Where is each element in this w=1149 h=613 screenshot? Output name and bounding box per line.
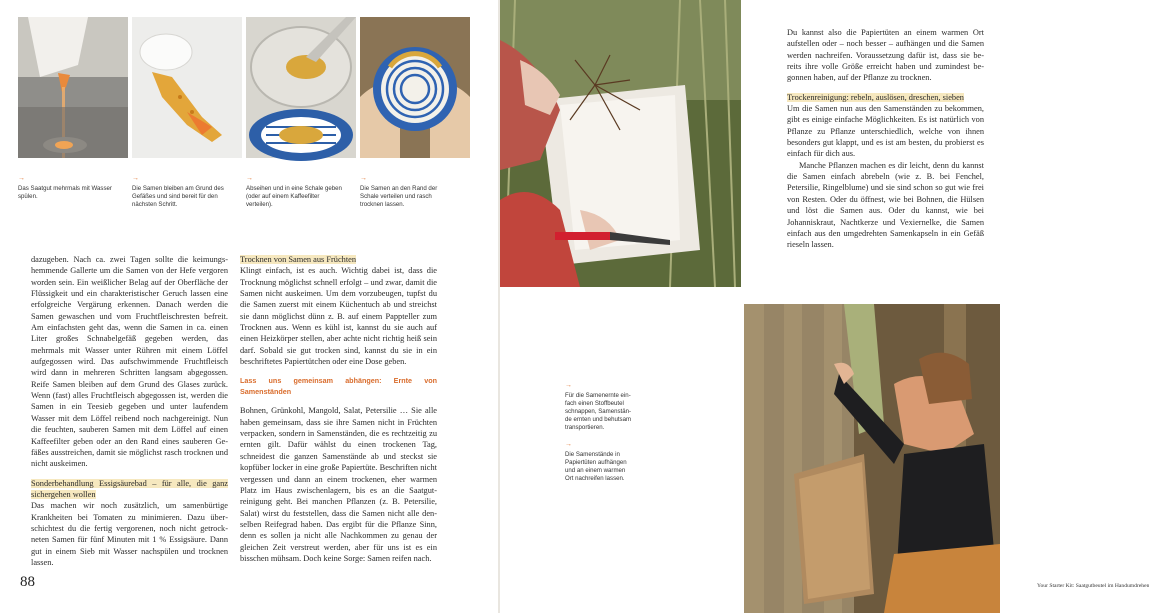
- side-caption-2: [565, 441, 635, 483]
- side-caption-1-text: Für die Samenernte einfach einen Stoffbeutel schnappen, Samenstände ernten und behutsam transportieren.: [565, 392, 632, 431]
- left-page: [0, 0, 498, 613]
- side-caption-2-text: Die Samenstände in Papiertüten aufhängen und an einem warmen Ort nachreifen lassen.: [565, 451, 627, 482]
- photo-caption-3-text: Abseihen und in eine Schale geben (oder auf einem Kaffeefilter verteilen).: [246, 185, 342, 208]
- text-column-3: [787, 27, 984, 251]
- side-caption-1: [565, 382, 635, 432]
- caption-arrow-icon: →: [565, 382, 572, 389]
- col2-subheading-seed-heads: Lass uns gemeinsam abhängen: Ernte von Samenständen: [240, 376, 437, 397]
- photo-caption-1-text: Das Saatgut mehrmals mit Wasser spülen.: [18, 185, 112, 200]
- photo-straining-seeds: [246, 17, 356, 158]
- col3-paragraph-2: Um die Samen nun aus den Samenständen zu bekommen, gibt es einige einfache Möglichkeiten. Es ist natürlich von Pflanze zu Pflanze unterschiedlich, welche von ihnen besonders gut klappt, und es ist am besten, du probierst es einfach für dich aus.: [787, 104, 984, 159]
- photo-drying-seeds-bowl: [360, 17, 470, 158]
- photo-hanging-paper-bags: [744, 304, 1000, 613]
- photo-caption-1: [18, 175, 118, 201]
- col2-heading-drying: Trocknen von Samen aus Früchten: [240, 255, 357, 264]
- col2-paragraph-2: Bohnen, Grünkohl, Mangold, Salat, Petersilie … Sie alle haben gemeinsam, dass sie ihre Samen nicht in Früchten verpacken, sondern in Samenständen, die es rechtzeitig zu ernten gilt. Dafür wählst du einen trockenen Tag, schneidest die ganzen Samenstände ab und steckst sie kopfüber locker in eine große Papiertüte. Beschriften nicht vergessen und dann an einem trockenen, eher warmen Platz im Haus zwischenlagern, bis es an die Saatgutreinigung geht. Bei manchen Pflanzen (z. B. Petersilie, Salat) wirst du feststellen, dass die Samen nicht alle denselben Reifegrad haben. Das ergibt für die Pflanze Sinn, denn es sollen ja nicht alle Nachkommen zu genau der gleichen Zeit verstreut werden, aber für uns ist es ein bisschen mühsam. Doch keine Sorge: Samen reifen nach.: [240, 406, 437, 563]
- right-page: [500, 0, 1149, 613]
- caption-arrow-icon: →: [132, 175, 139, 182]
- photo-caption-3: [246, 175, 346, 209]
- running-footer: Your Starter Kit: Saatgutbeutel im Handumdrehen: [1037, 583, 1149, 589]
- text-column-1: [31, 254, 228, 568]
- caption-arrow-icon: →: [246, 175, 253, 182]
- caption-arrow-icon: →: [18, 175, 25, 182]
- photo-caption-4: [360, 175, 456, 209]
- text-column-2: [240, 254, 437, 564]
- photo-caption-2: [132, 175, 236, 209]
- page-number: 88: [20, 574, 35, 590]
- photo-seeds-in-vessel: [132, 17, 242, 158]
- photo-harvesting-seed-heads: [500, 0, 741, 287]
- photo-caption-4-text: Die Samen an den Rand der Schale verteilen und rasch trocknen lassen.: [360, 185, 438, 208]
- col3-paragraph-1: Du kannst also die Papiertüten an einem warmen Ort aufstellen oder – noch besser – aufhängen und die Samen werden nachreifen. Voraussetzung dafür ist, dass sie bereits ihre volle Größe erreicht haben und zumindest begonnen haben, auf der Pflanze zu trocknen.: [787, 28, 984, 83]
- photo-rinsing-seeds: [18, 17, 128, 158]
- caption-arrow-icon: →: [565, 441, 572, 448]
- photo-caption-2-text: Die Samen bleiben am Grund des Gefäßes und sind bereit für den nächsten Schritt.: [132, 185, 224, 208]
- col1-heading-acid-bath: Sonderbehandlung Essigsäurebad – für alle, die ganz sichergehen wollen: [31, 478, 228, 499]
- col3-paragraph-3: Manche Pflanzen machen es dir leicht, denn du kannst die Samen einfach abrebeln (wie z. B. bei Fenchel, Petersilie, Ringelblume) und sie sind schon so gut wie frei von Resten. Oder du öffnest, wie bei Bohnen, die Hülsen und löst die Samen aus. Oder du kannst, wie bei Johanniskraut, Nachtkerze und Vexiernelke, die Samen einfach aus den umgedrehten Samenkapseln in ein Gefäß rieseln lassen.: [787, 160, 984, 250]
- caption-arrow-icon: →: [360, 175, 367, 182]
- col3-heading-dry-cleaning: Trockenreinigung: rebeln, auslösen, dreschen, sieben: [787, 92, 964, 102]
- col1-paragraph-1: dazugeben. Nach ca. zwei Tagen sollte die keimungshemmende Gallerte um die Samen von der Hefe vergoren worden sein. Ein weißlicher Belag auf der Oberfläche der Flüssigkeit und ein charakteristischer Geruch lassen eine erfolgreiche Vergärung erkennen. Danach werden die Samen gewaschen und vom Fruchtfleischresten befreit. Am einfachsten geht das, wenn die Samen in ca. einen Liter großes Schnabelgefäß gegeben werden, das mehrmals mit Wasser unter Rühren mit einem Löffel aufgegossen wird. Das aufschwimmende Fruchtfleisch wird dann in mehreren Schritten langsam abgegossen. Reife Samen bleiben auf dem Grund des Glases zurück. Wenn (fast) alles Fruchtfleisch abgegossen ist, werden die Samen in ein Teesieb gegeben und unter laufendem Wasser mit dem Löffel reibend noch nachgereinigt. Nun die feuchten, sauberen Samen mit dem Löffel auf einen Kaffeefilter geben oder an den Rand eines sauberen Gefäßes ausstreichen, damit sie möglichst rasch trocknen und nicht auskeimen.: [31, 255, 228, 469]
- col2-paragraph-1: Klingt einfach, ist es auch. Wichtig dabei ist, dass die Trocknung möglichst schnell erfolgt – und zwar, damit die Samen nicht auskeimen. Um dem vorzubeugen, tupfst du die Samen zuerst mit einem Küchentuch ab und streichst sie dann möglichst dünn z. B. auf einem Pappteller zum Trocknen aus. Wenn es kühl ist, kannst du sie auch auf einen Heizkörper stellen, aber achte nicht richtig heiß sein darf. Sobald sie gut trocken sind, kannst du sie in ein beschriftetes Papiertütchen oder eine Dose geben.: [240, 266, 437, 367]
- col1-paragraph-2: Das machen wir noch zusätzlich, um samenbürtige Krankheiten bei Tomaten zu minimieren. Dazu überschichtest du die fertig vergorenen, noch nicht getrockneten Samen für fünf Minuten mit 1 % Essigsäure. Dann gut in einem Sieb mit Wasser nachspülen und trocknen lassen.: [31, 501, 228, 567]
